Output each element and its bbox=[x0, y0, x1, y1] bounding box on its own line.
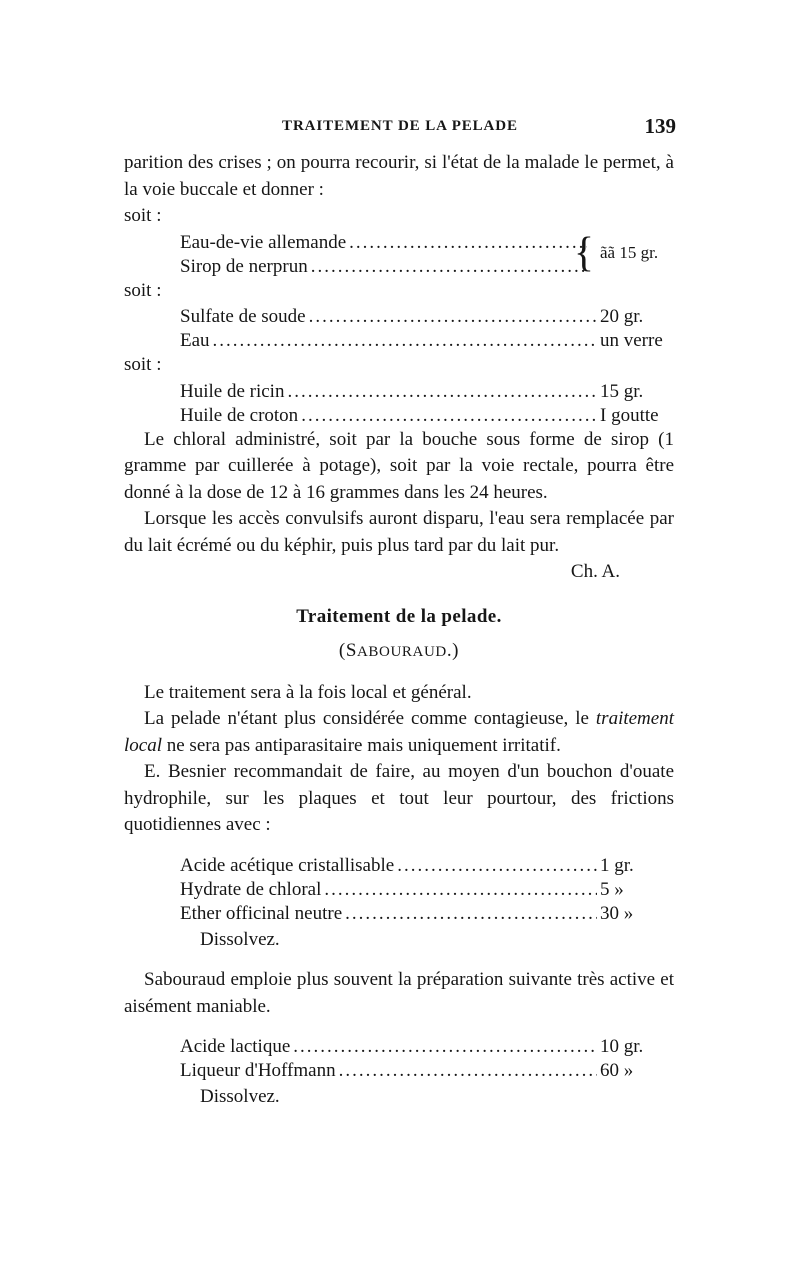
ingredient-quantity: 10 gr. bbox=[600, 1036, 644, 1057]
paragraph-besnier: E. Besnier recommandait de faire, au moyen d'un bouchon d'ouate hydrophile, sur les plaques et tout leur pourtour, des frictions quotidiennes avec : bbox=[124, 761, 674, 835]
recipe-line bbox=[180, 328, 674, 352]
recipe-line bbox=[180, 304, 674, 328]
ingredient-name: Ether officinal neutre bbox=[180, 902, 343, 924]
ingredient-quantity: 60 » bbox=[600, 1060, 634, 1081]
paragraph-traitement: Le traitement sera à la fois local et général. bbox=[144, 681, 472, 703]
ingredient-name: Hydrate de chloral bbox=[180, 878, 322, 900]
leader-dots bbox=[339, 1058, 597, 1085]
ingredient-name: Sirop de nerprun bbox=[180, 255, 308, 277]
soit-label: soit : bbox=[124, 354, 162, 375]
recipe-line bbox=[180, 1058, 674, 1082]
leader-dots bbox=[301, 403, 597, 430]
paragraph-chloral: Le chloral administré, soit par la bouche sous forme de sirop (1 gramme par cuillerée à potage), soit par la voie rectale, pourra être donné à la dose de 12 à 16 grammes dans les 24 heures. bbox=[124, 428, 674, 503]
recipe-lactique bbox=[180, 1034, 674, 1082]
recipe-huile bbox=[180, 379, 674, 427]
leader-dots bbox=[213, 328, 597, 355]
leader-dots bbox=[345, 901, 597, 928]
leader-dots bbox=[349, 230, 587, 257]
section-title: Traitement de la pelade. bbox=[296, 605, 502, 627]
soit-label: soit : bbox=[124, 205, 162, 226]
recipe-line bbox=[180, 403, 674, 427]
leader-dots bbox=[397, 853, 597, 880]
ingredient-quantity: un verre bbox=[600, 330, 663, 351]
leader-dots bbox=[309, 304, 597, 331]
signature: Ch. A. bbox=[570, 561, 620, 582]
recipe-acetique bbox=[180, 853, 674, 925]
leader-dots bbox=[293, 1034, 597, 1061]
shared-quantity: ãã 15 gr. bbox=[600, 242, 659, 262]
dissolvez-instruction: Dissolvez. bbox=[200, 928, 280, 950]
recipe-line bbox=[180, 877, 674, 901]
paragraph-text: Lorsque les accès convulsifs auront disparu, l'eau sera remplacée par du lait écrémé ou du képhir, puis plus tard par du lait pur. bbox=[124, 508, 674, 556]
author-open: (S bbox=[338, 640, 357, 661]
recipe-line bbox=[180, 379, 674, 403]
soit-label: soit : bbox=[124, 279, 162, 301]
brace-symbol: { bbox=[573, 229, 594, 276]
paragraph-crises: parition des crises ; on pourra recourir, si l'état de la malade le permet, à la voie buccale et donner : bbox=[124, 152, 674, 200]
ingredient-quantity: I goutte bbox=[600, 404, 659, 426]
ingredient-name: Sulfate de soude bbox=[180, 306, 306, 327]
paragraph-text: ne sera pas antiparasitaire mais uniquement irritatif. bbox=[162, 734, 561, 756]
page-body bbox=[124, 150, 674, 1111]
author-smallcaps: ABOURAUD bbox=[357, 644, 447, 660]
leader-dots bbox=[311, 254, 587, 281]
ingredient-name: Eau-de-vie allemande bbox=[180, 231, 347, 253]
author-close: .) bbox=[446, 640, 460, 661]
recipe-line bbox=[180, 853, 674, 877]
leader-dots bbox=[324, 877, 597, 904]
ingredient-name: Huile de croton bbox=[180, 404, 299, 426]
ingredient-quantity: 1 gr. bbox=[600, 854, 634, 876]
running-head bbox=[124, 116, 676, 140]
paragraph-contagieuse bbox=[124, 706, 674, 759]
ingredient-name: Acide acétique cristallisable bbox=[180, 854, 395, 876]
ingredient-name: Acide lactique bbox=[180, 1036, 291, 1057]
leader-dots bbox=[287, 379, 597, 406]
dissolvez-instruction: Dissolvez. bbox=[200, 1086, 280, 1107]
ingredient-quantity: 15 gr. bbox=[600, 380, 644, 402]
recipe-eau-de-vie bbox=[180, 230, 674, 278]
ingredient-quantity: 5 » bbox=[600, 878, 624, 900]
paragraph-sabouraud: Sabouraud emploie plus souvent la préparation suivante très active et aisément maniable. bbox=[124, 969, 674, 1017]
ingredient-name: Huile de ricin bbox=[180, 380, 285, 402]
paragraph-text: La pelade n'étant plus considérée comme contagieuse, le bbox=[144, 708, 596, 729]
ingredient-quantity: 30 » bbox=[600, 902, 634, 924]
ingredient-quantity: 20 gr. bbox=[600, 306, 644, 327]
running-title: TRAITEMENT DE LA PELADE bbox=[282, 118, 518, 134]
emphasis-text: traitement local bbox=[124, 708, 674, 756]
recipe-sulfate bbox=[180, 304, 674, 352]
page-number: 139 bbox=[644, 114, 676, 138]
ingredient-name: Liqueur d'Hoffmann bbox=[180, 1060, 336, 1081]
recipe-line bbox=[180, 1034, 674, 1058]
section-author bbox=[124, 638, 674, 666]
ingredient-name: Eau bbox=[180, 330, 210, 351]
paragraph-convulsions bbox=[124, 506, 674, 582]
recipe-line bbox=[180, 901, 674, 925]
